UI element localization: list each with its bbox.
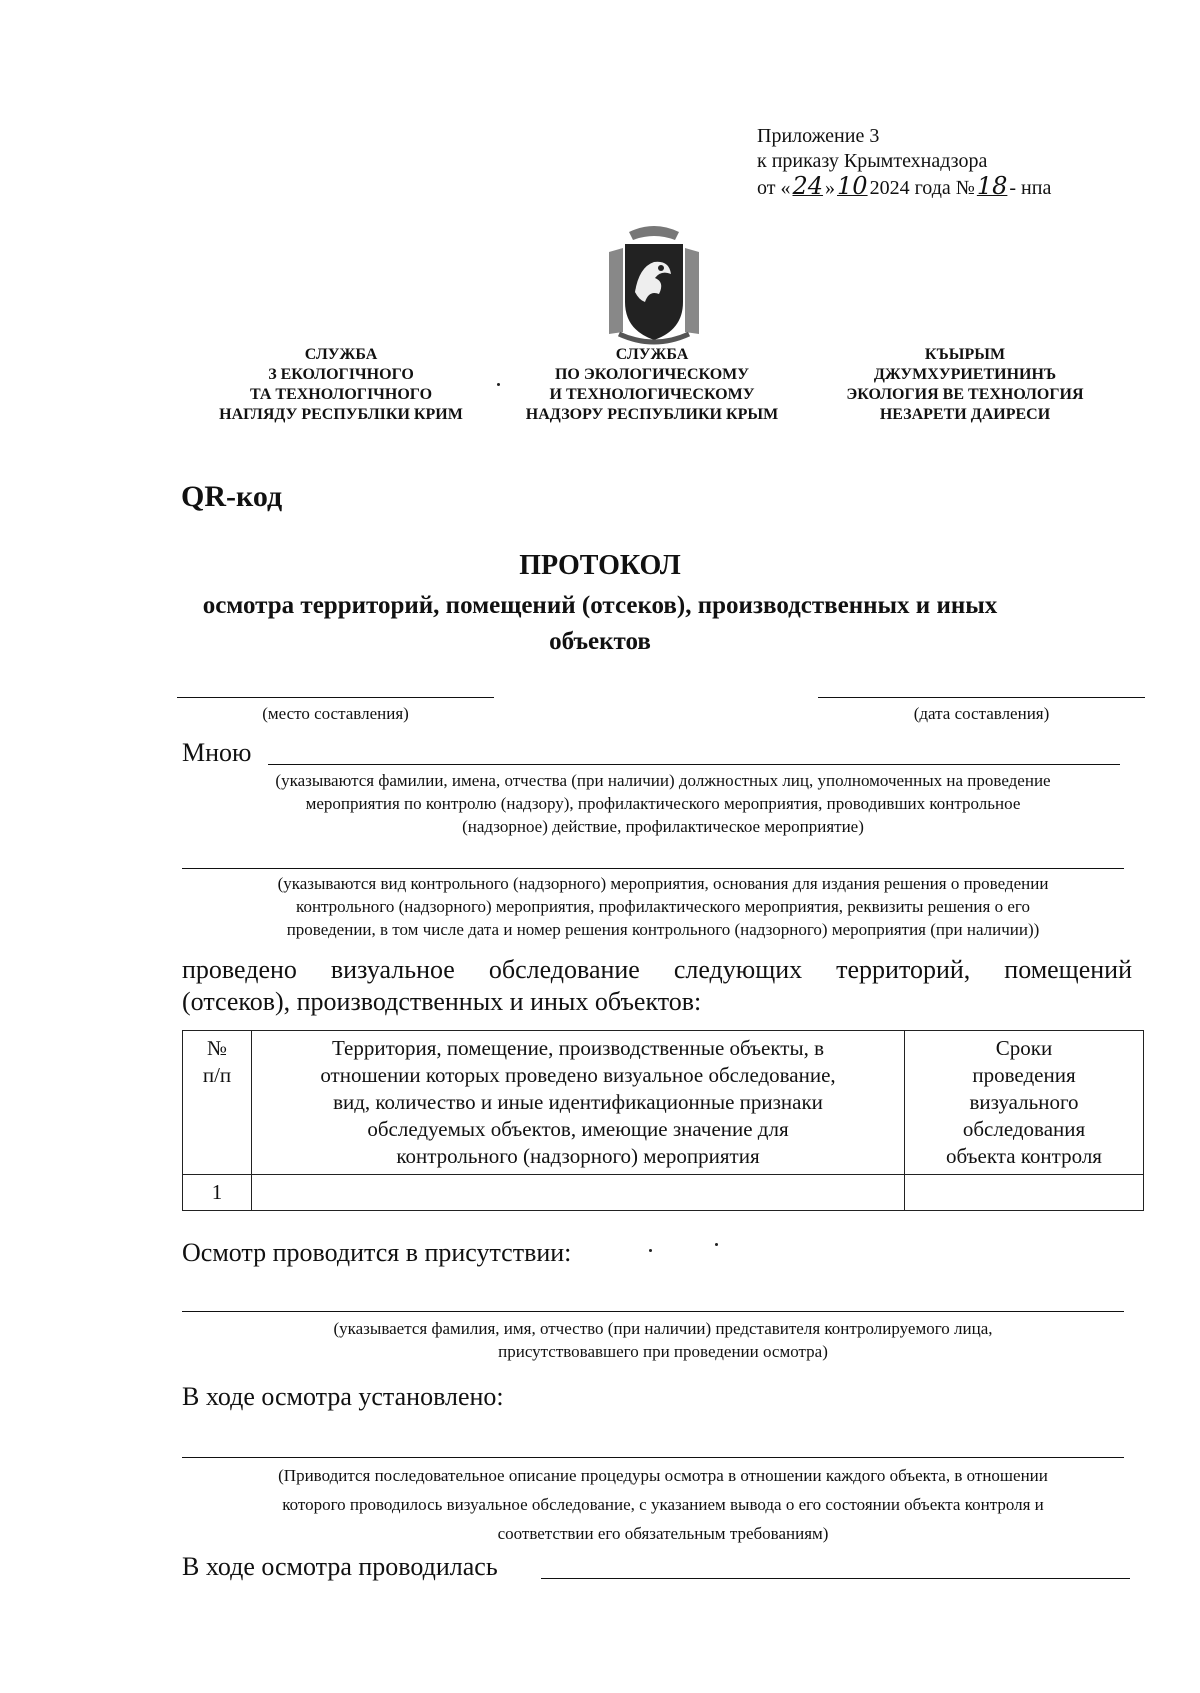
established-label: В ходе осмотра установлено:	[182, 1382, 504, 1411]
event-field-line[interactable]	[182, 868, 1124, 869]
table-header-row	[183, 1031, 1144, 1175]
col1-l1: №	[206, 1036, 228, 1060]
place-field-line[interactable]	[177, 697, 494, 698]
representative-caption-l1: (указывается фамилия, имя, отчество (при наличии) представителя контролируемого лица,	[333, 1319, 993, 1338]
bullet-dot	[497, 383, 500, 386]
event-caption-l1: (указываются вид контрольного (надзорного) мероприятия, основания для издания решения о проведении	[277, 874, 1049, 893]
col3-l1: Сроки	[995, 1036, 1053, 1060]
column-header-number	[183, 1031, 252, 1175]
event-caption-l2: контрольного (надзорного) мероприятия, профилактического мероприятия, реквизиты решения о его	[296, 897, 1030, 916]
appendix-day: 24	[792, 172, 824, 200]
bullet-dot	[715, 1243, 718, 1246]
column-header-object	[252, 1031, 905, 1175]
col3-l5: объекта контроля	[946, 1144, 1102, 1168]
officials-caption-l2: мероприятия по контролю (надзору), профилактического мероприятия, проводивших контрольное	[305, 794, 1021, 813]
org-ct-line2: ДЖУМХУРИЕТИНИНЪ	[873, 366, 1057, 383]
appendix-prefix: от «	[757, 177, 791, 199]
col3-l2: проведения	[972, 1063, 1076, 1087]
org-ru-line3: И ТЕХНОЛОГИЧЕСКОМУ	[549, 386, 755, 403]
org-ua-line2: З ЕКОЛОГІЧНОГО	[268, 366, 414, 383]
col2-l3: вид, количество и иные идентификационные признаки	[333, 1090, 823, 1114]
col3-l3: визуального	[969, 1090, 1079, 1114]
objects-table	[182, 1030, 1144, 1211]
appendix-number: 18	[976, 172, 1008, 200]
col2-l1: Территория, помещение, производственные объекты, в	[332, 1036, 824, 1060]
table-cell-number: 1	[183, 1175, 252, 1211]
document-title: ПРОТОКОЛ	[519, 550, 681, 581]
appendix-date-line	[757, 174, 1051, 201]
conducted-field-line[interactable]	[541, 1578, 1130, 1579]
appendix-block	[757, 124, 1051, 201]
intro-line2: (отсеков), производственных и иных объектов:	[182, 987, 702, 1016]
org-name-crimean-tatar	[815, 345, 1115, 425]
representative-caption	[182, 1317, 1144, 1363]
event-caption-l3: проведении, в том числе дата и номер решения контрольного (надзорного) мероприятия (при наличии))	[286, 920, 1040, 939]
org-ru-line1: СЛУЖБА	[615, 346, 689, 363]
org-ct-line3: ЭКОЛОГИЯ ВЕ ТЕХНОЛОГИЯ	[846, 386, 1084, 403]
qr-code-label: QR-код	[181, 480, 283, 513]
col2-l5: контрольного (надзорного) мероприятия	[396, 1144, 760, 1168]
procedure-caption	[182, 1461, 1144, 1548]
officials-caption-l1: (указываются фамилии, имена, отчества (при наличии) должностных лиц, уполномоченных на проведение	[275, 771, 1051, 790]
officials-caption	[182, 769, 1144, 838]
appendix-title: Приложение 3	[757, 125, 880, 147]
place-caption: (место составления)	[262, 704, 409, 723]
conducted-label: В ходе осмотра проводилась	[182, 1552, 498, 1581]
procedure-field-line[interactable]	[182, 1457, 1124, 1458]
org-ua-line1: СЛУЖБА	[304, 346, 378, 363]
representative-caption-l2: присутствовавшего при проведении осмотра)	[498, 1342, 828, 1361]
procedure-caption-l2: которого проводилось визуальное обследование, с указанием вывода о его состоянии объекта контроля и	[282, 1495, 1044, 1514]
officials-caption-l3: (надзорное) действие, профилактическое мероприятие)	[462, 817, 864, 836]
crimea-coat-of-arms-icon	[599, 222, 709, 352]
org-name-ukrainian	[193, 345, 489, 425]
date-caption: (дата составления)	[913, 704, 1050, 723]
appendix-mid: »	[825, 177, 836, 199]
col3-l4: обследования	[962, 1117, 1086, 1141]
document-subtitle-line1: осмотра территорий, помещений (отсеков), производственных и иных	[202, 592, 998, 619]
event-caption	[182, 872, 1144, 941]
org-name-russian	[502, 345, 802, 425]
appendix-month: 10	[837, 172, 868, 200]
procedure-caption-l3: соответствии его обязательным требованиям)	[497, 1524, 829, 1543]
appendix-suffix: - нпа	[1009, 177, 1052, 199]
table-cell-terms[interactable]	[905, 1175, 1144, 1211]
officials-field-line[interactable]	[268, 764, 1120, 765]
presence-label: Осмотр проводится в присутствии:	[182, 1238, 572, 1267]
procedure-caption-l1: (Приводится последовательное описание процедуры осмотра в отношении каждого объекта, в отношении	[278, 1466, 1048, 1485]
by-me-label: Мною	[182, 738, 252, 767]
appendix-year: 2024 года №	[869, 177, 975, 199]
org-ru-line4: НАДЗОРУ РЕСПУБЛИКИ КРЫМ	[525, 406, 779, 423]
appendix-order: к приказу Крымтехнадзора	[757, 150, 988, 172]
date-field-line[interactable]	[818, 697, 1145, 698]
col2-l4: обследуемых объектов, имеющие значение для	[367, 1117, 789, 1141]
column-header-terms	[905, 1031, 1144, 1175]
intro-line1: проведено визуальное обследование следующих территорий, помещений	[182, 955, 1132, 984]
document-subtitle-line2: объектов	[549, 628, 651, 655]
col2-l2: отношении которых проведено визуальное обследование,	[320, 1063, 836, 1087]
org-ct-line4: НЕЗАРЕТИ ДАИРЕСИ	[879, 406, 1051, 423]
org-ua-line3: ТА ТЕХНОЛОГІЧНОГО	[249, 386, 433, 403]
org-ru-line2: ПО ЭКОЛОГИЧЕСКОМУ	[554, 366, 750, 383]
col1-l2: п/п	[202, 1063, 232, 1087]
org-ct-line1: КЪЫРЫМ	[924, 346, 1006, 363]
table-cell-object[interactable]	[252, 1175, 905, 1211]
table-row	[183, 1175, 1144, 1211]
org-ua-line4: НАГЛЯДУ РЕСПУБЛІКИ КРИМ	[219, 406, 463, 423]
bullet-dot	[649, 1249, 652, 1252]
representative-field-line[interactable]	[182, 1311, 1124, 1312]
